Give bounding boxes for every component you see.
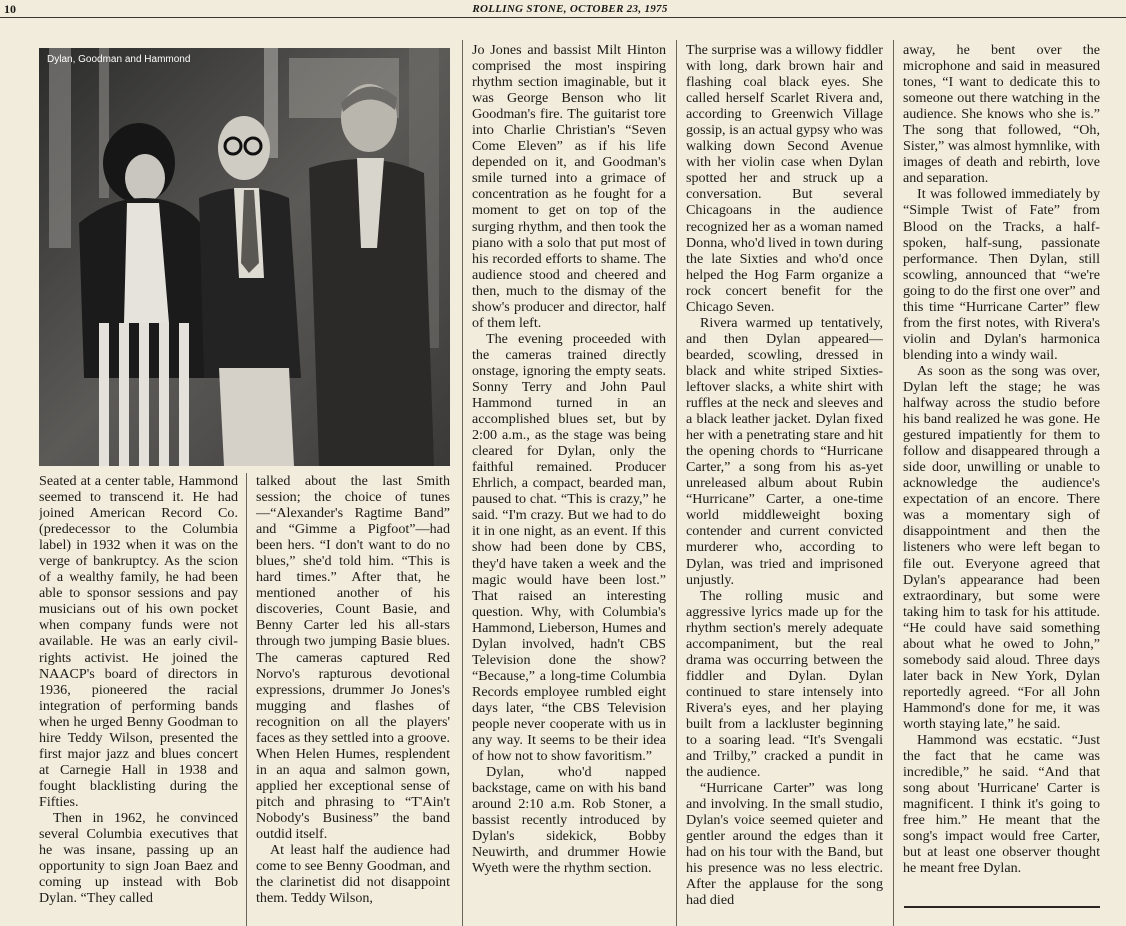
paragraph: Then in 1962, he convinced several Columbia executives that he was insane, passing up an opportunity to sign Joan Baez and coming up instead with Bob Dylan. “They called [39, 809, 238, 907]
photo [39, 48, 450, 466]
paragraph: The evening proceeded with the cameras trained directly onstage, ignoring the empty seats. Sonny Terry and John Paul Hammond turned in an accomplished blues set, but by 2:00 a.m., as the stage was being cleared for Dylan, only the faithful remained. Producer Ehrlich, a compact, bearded man, paused to chat. “This is crazy,” he said. “I'm crazy. But we had to do it in one night, as an event. If this show had been done by CBS, they'd have taken a week and the magic would have been lost.” That raised an interesting question. Why, with Columbia's Hammond, Lieberson, Humes and Dylan involved, hadn't CBS Television done the show? “Because,” a long-time Columbia Records employee rumbled eight days later, “the CBS Television people never cooperate with us in any way. It seems to be their idea of how not to show favoritism.” [472, 330, 666, 765]
column-rule [676, 40, 677, 926]
paragraph: “Hurricane Carter” was long and involving. In the small studio, Dylan's voice seemed quieter and gentler around the edges than it had on his tour with the Band, but his presence was no less electric. After the applause for the song had died [686, 780, 883, 909]
paragraph: The surprise was a willowy fiddler with long, dark brown hair and flashing coal black eyes. She called herself Scarlet Rivera and, according to Greenwich Village gossip, is an actual gypsy who was walking down Second Avenue with her violin case when Dylan spotted her and struck up a conversation. But several Chicagoans in the audience recognized her as a woman named Donna, who'd lived in town during the late Sixties and who'd once helped the Hog Farm organize a rock concert benefit for the Chicago Seven. [686, 42, 883, 315]
column-2 [256, 473, 450, 926]
photo-image [39, 48, 450, 466]
column-rule [462, 40, 463, 926]
paragraph: away, he bent over the microphone and said in measured tones, “I want to dedicate this to someone out there watching in the audience. She knows who she is.” The song that followed, “Oh, Sister,” was almost hymnlike, with images of death and rebirth, love and separation. [903, 42, 1100, 187]
column-4 [686, 42, 883, 926]
page-number: 10 [4, 2, 16, 16]
paragraph: Dylan, who'd napped backstage, came on with his band around 2:10 a.m. Rob Stoner, a bassist recently introduced by Dylan's sidekick, Bobby Neuwirth, and drummer Howie Wyeth were the rhythm section. [472, 764, 666, 877]
column-5 [903, 42, 1100, 904]
running-head: ROLLING STONE, OCTOBER 23, 1975 [472, 3, 668, 15]
photo-caption: Dylan, Goodman and Hammond [47, 54, 191, 65]
paragraph: Seated at a center table, Hammond seemed to transcend it. He had joined American Record Co. (predecessor to the Columbia label) in 1932 when it was on the verge of bankruptcy. As the scion of a wealthy family, he had been able to sponsor sessions and pay musicians out of his own pocket when company funds were not available. He was an early civil-rights activist. He joined the NAACP's board of directors in 1936, pioneered the racial integration of performing bands when he urged Benny Goodman to hire Teddy Wilson, presented the first major jazz and blues concert at Carnegie Hall in 1938 and fought blacklisting during the Fifties. [39, 473, 238, 810]
paragraph: talked about the last Smith session; the choice of tunes—“Alexander's Ragtime Band” and “Gimme a Pigfoot”—had been hers. “I don't want to do no blues,” she'd told him. “This is hard times.” After that, he mentioned another of his discoveries, Count Basie, and Benny Carter led his all-stars through two jumping Basie blues. The cameras captured Red Norvo's rapturous devotional expressions, drummer Jo Jones's mugging and flashes of recognition on all the players' faces as they settled into a groove. When Helen Humes, resplendent in an aqua and salmon gown, applied her exceptional sense of pitch and phrasing to “T'Ain't Nobody's Business” the band outdid itself. [256, 473, 450, 843]
paragraph: The rolling music and aggressive lyrics made up for the rhythm section's merely adequate accompaniment, but the real drama was occurring between the fiddler and Dylan. Dylan continued to stare intensely into Rivera's eyes, and her playing built from a lackluster beginning to a soaring lead. “It's Svengali and Trilby,” cracked a pundit in the audience. [686, 587, 883, 781]
top-rule [0, 17, 1126, 18]
paragraph: Jo Jones and bassist Milt Hinton comprised the most inspiring rhythm section imaginable, but it was George Benson who lit Goodman's fire. The guitarist tore into Charlie Christian's “Seven Come Eleven” as if his life depended on it, and Goodman's smile turned into a grimace of concentration as he fought for a moment to get on top of the surging rhythm, and then took the piano with a solo that put most of his recorded efforts to shame. The audience stood and cheered and then, much to the dismay of the show's producer and director, half of them left. [472, 42, 666, 331]
paragraph: At least half the audience had come to see Benny Goodman, and the clarinetist did not disappoint them. Teddy Wilson, [256, 842, 450, 907]
paragraph: Hammond was ecstatic. “Just the fact that he came was incredible,” he said. “And that song about 'Hurricane' Carter is magnificent. I think it's going to free him.” He meant that the song's impact would free Carter, but at least one observer thought he meant free Dylan. [903, 732, 1100, 877]
column-3 [472, 42, 666, 926]
column-1 [39, 473, 238, 926]
column-rule [246, 473, 247, 926]
paragraph: Rivera warmed up tentatively, and then Dylan appeared—bearded, scowling, dressed in black and white striped Sixties-leftover slacks, a white shirt with ruffles at the neck and sleeves and a black leather jacket. Dylan fixed her with a penetrating stare and hit the opening chords to “Hurricane Carter,” a song from his as-yet unreleased album about Rubin “Hurricane” Carter, a one-time world middleweight boxing contender and current convicted murderer who, according to Dylan, was tried and imprisoned unjustly. [686, 314, 883, 588]
paragraph: As soon as the song was over, Dylan left the stage; he was halfway across the studio before his band realized he was gone. He gestured impatiently for them to follow and disappeared through a side door, unwilling or unable to acknowledge the audience's expectation of an encore. There was a momentary sigh of disappointment and then the listeners who were left began to file out. Everyone agreed that Dylan's appearance had been extraordinary, but some were taking him to task for his attitude. “He could have said something about what he owed to John,” somebody said aloud. Three days later back in New York, Dylan reportedly agreed. “For all John Hammond's done for me, it was worth staying late,” he said. [903, 362, 1100, 732]
paragraph: It was followed immediately by “Simple Twist of Fate” from Blood on the Tracks, a half-spoken, half-sung, passionate performance. Then Dylan, still scowling, announced that “we're going to do the first one over” and this time “Hurricane Carter” flew from the first notes, with Rivera's violin and Dylan's harmonica blending into a windy wail. [903, 186, 1100, 363]
end-rule [904, 906, 1100, 908]
column-rule [893, 40, 894, 926]
